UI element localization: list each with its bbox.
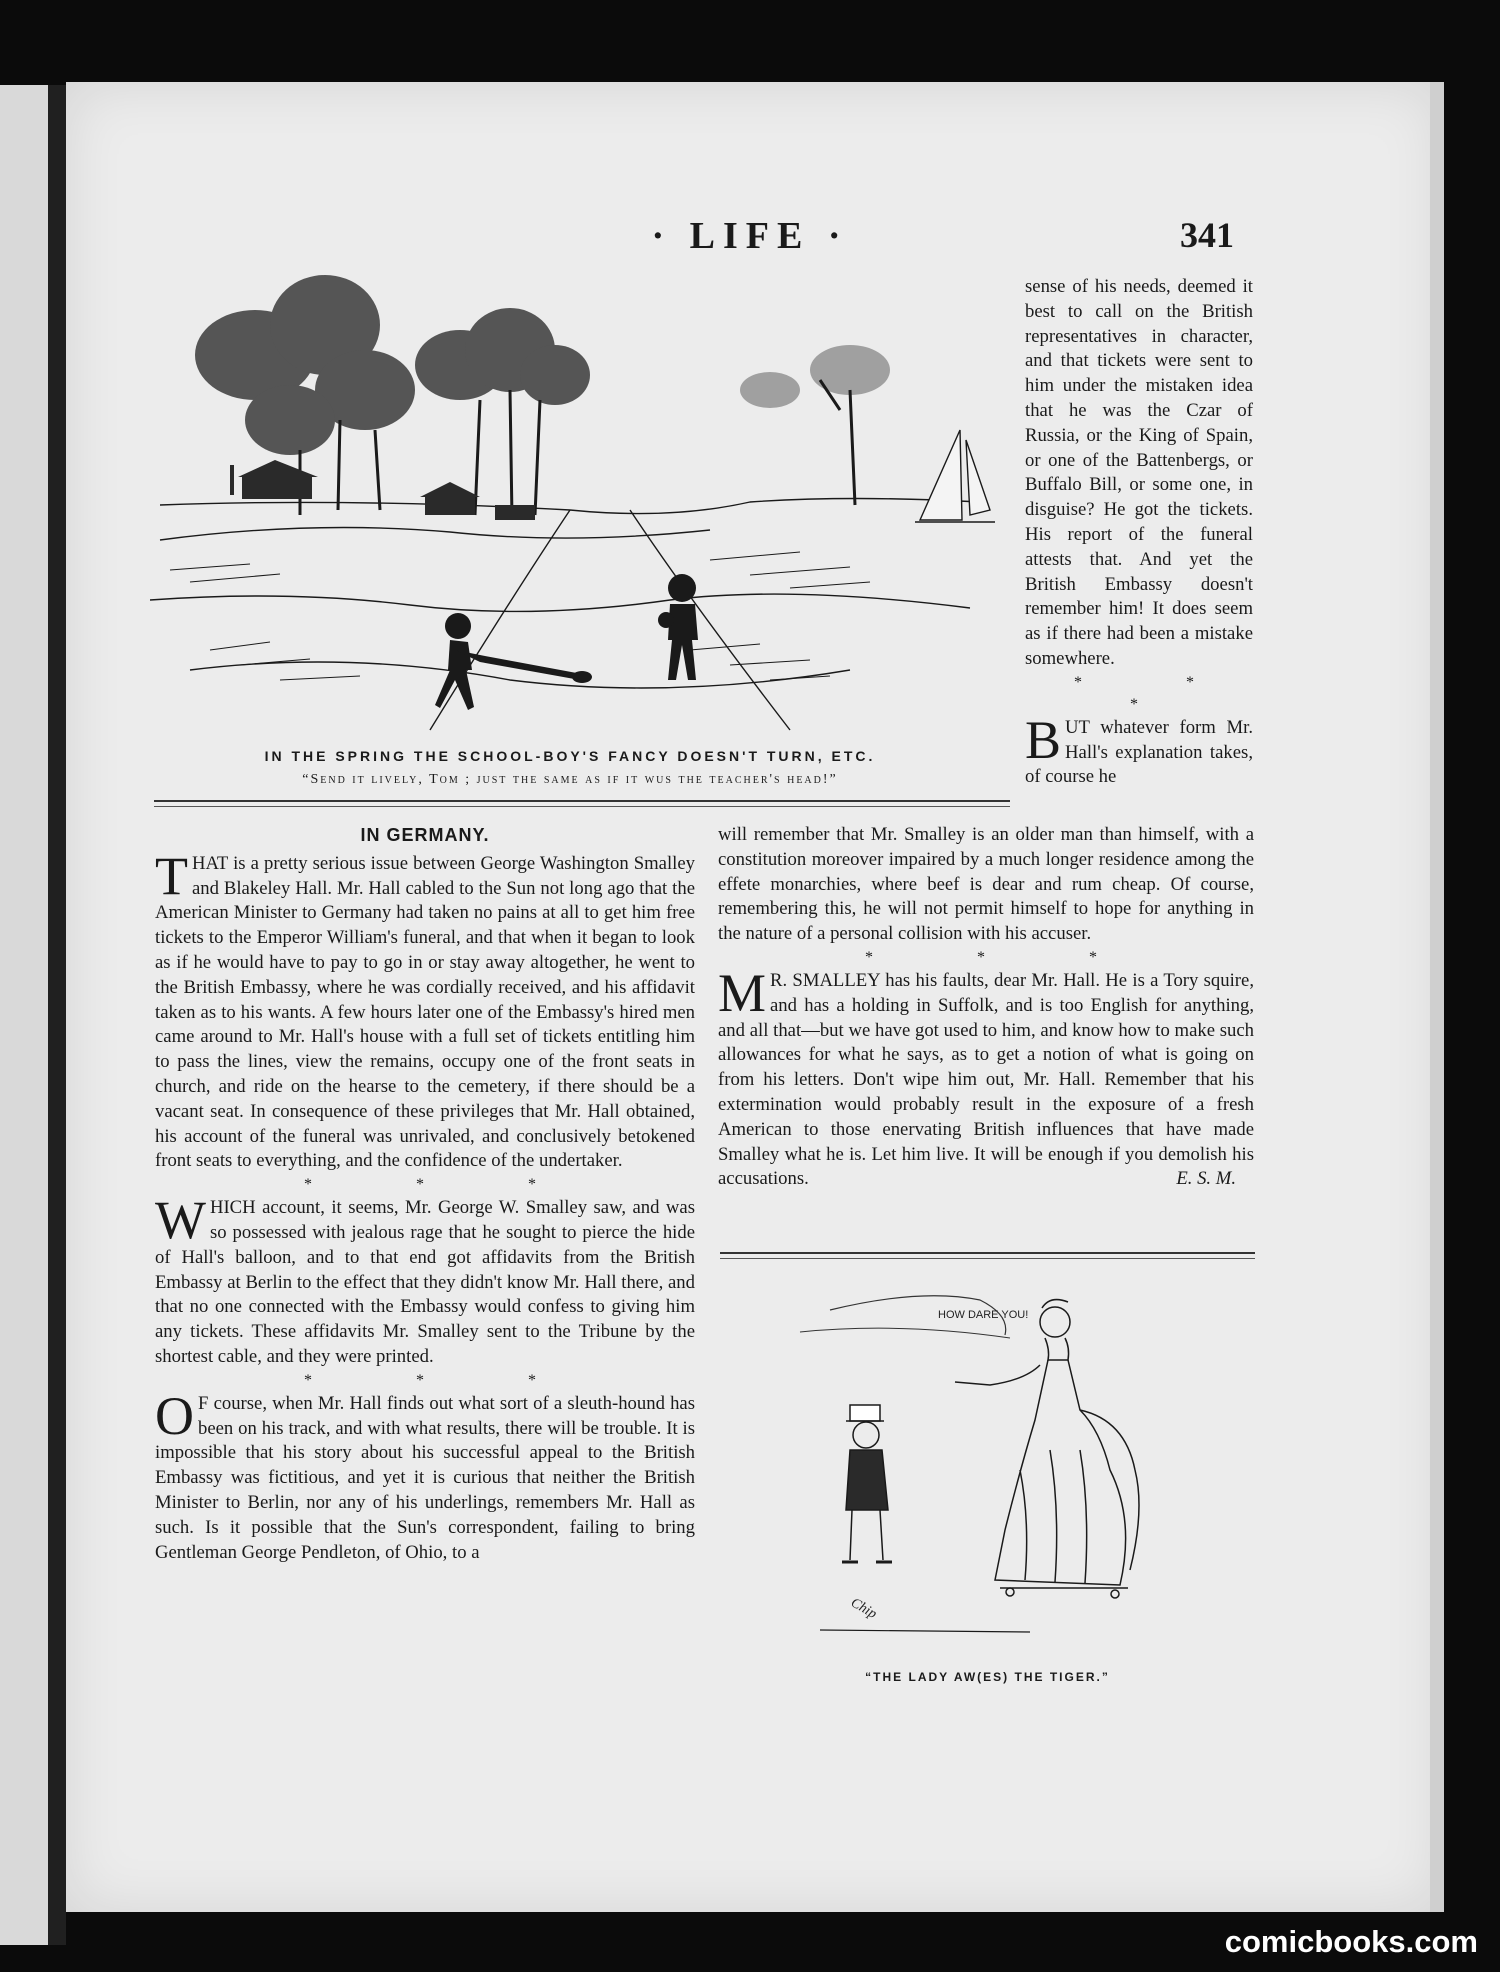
author-signature: E. S. M. [1176, 1168, 1236, 1190]
left-column [155, 823, 695, 1565]
middle-paragraph-2: R. SMALLEY has his faults, dear Mr. Hall. He is a Tory squire, and has a holding in Suffolk, and is too English for anything, and all that—but we have got used to him, and know how to make such allowances for what he says, as to get a notion of what is going on from his letters. Don't wipe him out, Mr. Hall. Remember that his extermination would probably result in the exposure of a fresh American to those enervating British influences that have made Smalley what he is. Let him live. It will be enough if you demolish his accusations. [718, 969, 1254, 1190]
drop-cap-m: M [718, 962, 767, 1023]
middle-column [718, 823, 1254, 1192]
drop-cap-w: W [155, 1190, 206, 1251]
masthead: · LIFE · [651, 215, 849, 257]
section-stars: * * * [865, 948, 1147, 966]
drop-cap-o: O [155, 1385, 194, 1446]
section-stars: * * * [1074, 673, 1244, 713]
page-number: 341 [1180, 215, 1234, 255]
top-illustration-caption: IN THE SPRING THE SCHOOL-BOY'S FANCY DOESN'T TURN, ETC. [264, 748, 876, 764]
right-top-paragraph-1: sense of his needs, deemed it best to call on the British representatives in character, and that tickets were sent to him under the mistaken idea that he was the Czar of Russia, or the King of Spain, or one of the Battenbergs, or Buffalo Bill, or some one, in disguise? He got the tickets. His report of the funeral attests that. And yet the British Embassy doesn't remember him! It does seem as if there had been a mistake somewhere. [1025, 276, 1253, 669]
rule-above-cartoon-thin [720, 1258, 1255, 1259]
top-illustration-subcaption: “Send it lively, Tom ; just the same as if it wus the teacher's head!” [302, 772, 838, 787]
left-paragraph-1: HAT is a pretty serious issue between George Washington Smalley and Blakeley Hall. Mr. Hall cabled to the Sun not long ago that the American Minister to Germany had taken no pains at all to get him free tickets to the Emperor William's funeral, and that when it began to look as if he would have to pay to go in or stay away altogether, he went to the British Embassy, where he was cordially received, and his affidavit taken as to his wants. A few hours later one of the Embassy's hired men came around to Mr. Hall's house with a full set of tickets entitling him to pass the lines, view the remains, occupy one of the front seats in church, and ride on the hearse to the cemetery, if there should be a vacant seat. In consequence of these privileges that Mr. Hall obtained, his account of the funeral was unrivaled, and conclusively betokened front seats to everything, and the confidence of the undertaker. [155, 852, 695, 1172]
article-heading: IN GERMANY. [360, 825, 490, 845]
middle-paragraph-1: will remember that Mr. Smalley is an older man than himself, with a constitution moreover impaired by a much longer residence among the effete monarchies, where beef is dear and rum cheap. Of course, remembering this, he will not permit himself to hope for anything in the nature of a personal collision with his accuser. [718, 824, 1254, 945]
lady-and-tiger-cartoon [780, 1270, 1200, 1670]
section-stars: * * * [304, 1371, 586, 1389]
cartoon-caption: “THE LADY AW(ES) THE TIGER.” [865, 1670, 1110, 1684]
watermark: comicbooks.com [1224, 1924, 1478, 1959]
right-top-paragraph-2: UT whatever form Mr. Hall's explanation takes, of course he [1025, 716, 1253, 788]
book-gutter [48, 85, 66, 1945]
right-top-column [1025, 275, 1253, 790]
spring-schoolboys-illustration [150, 270, 1010, 735]
drop-cap-t: T [155, 845, 188, 906]
section-stars: * * * [304, 1176, 586, 1194]
speech-text: HOW DARE YOU! [938, 1309, 1029, 1321]
rule-above-cartoon [720, 1252, 1255, 1254]
rule-under-illustration-thin [154, 806, 1010, 807]
left-paragraph-3: F course, when Mr. Hall finds out what sort of a sleuth-hound has been on his track, and with what results, there will be trouble. It is impossible that his story about his successful appeal to the British Embassy was fictitious, and yet it is curious that neither the British Minister to Berlin, nor any of his underlings, remembers Mr. Hall as such. Is it possible that the Sun's correspondent, failing to bring Gentleman George Pendleton, of Ohio, to a [155, 1392, 695, 1563]
artist-signature: Chip [848, 1595, 880, 1623]
previous-page-edge [0, 85, 52, 1945]
drop-cap-b: B [1025, 709, 1062, 770]
page-edge [1430, 82, 1444, 1912]
left-paragraph-2: HICH account, it seems, Mr. George W. Smalley saw, and was so possessed with jealous rage that he sought to pierce the hide of Hall's balloon, and to that end got affidavits from the British Embassy at Berlin to the effect that they didn't know Mr. Hall there, and that no one connected with the Embassy would confess to giving him any tickets. These affidavits Mr. Smalley sent to the Tribune by the shortest cable, and they were printed. [155, 1197, 695, 1367]
rule-under-illustration [154, 800, 1010, 802]
